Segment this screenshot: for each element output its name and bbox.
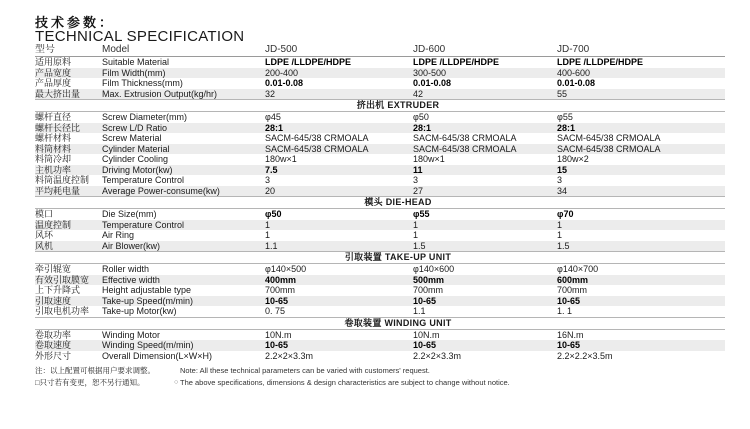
table-row: [35, 165, 725, 176]
value-jd500: SACM-645/38 CRMOALA: [265, 133, 369, 143]
table-row: [35, 296, 725, 307]
row-label-zh: 最大挤出量: [35, 88, 81, 99]
value-jd500: 400mm: [265, 274, 297, 285]
value-jd500: 20: [265, 185, 276, 196]
value-jd700: 600mm: [557, 274, 589, 285]
section-title: 卷取装置 WINDING UNIT: [344, 317, 452, 328]
row-label-zh: 模口: [35, 209, 54, 219]
note-zh-2: □只寸若有变更，恕不另行通知。: [35, 378, 145, 387]
value-jd600: 10N.m: [413, 329, 440, 340]
value-jd600: 27: [413, 185, 424, 196]
value-jd600: 1: [413, 219, 419, 230]
row-label-en: Take-up Motor(kw): [102, 306, 177, 316]
row-label-en: Air Ring: [102, 230, 135, 240]
value-jd700: 1. 1: [557, 306, 573, 316]
value-jd600: 1: [413, 230, 419, 240]
value-jd500: 0.01-0.08: [265, 78, 304, 88]
value-jd500: 10N.m: [265, 329, 292, 340]
row-label-en: Height adjustable type: [102, 285, 192, 295]
row-label-en: Cylinder Material: [102, 143, 170, 154]
title-chinese: 技术参数：: [35, 15, 116, 30]
row-label-zh: 产品宽度: [35, 67, 72, 78]
row-label-zh: 料筒材料: [35, 143, 72, 154]
value-jd600: 42: [413, 88, 424, 99]
table-row: [35, 209, 725, 220]
section-header: [35, 251, 725, 264]
table-row: [35, 220, 725, 231]
value-jd700: 34: [557, 185, 568, 196]
value-jd700: φ55: [557, 112, 573, 122]
row-label-zh: 螺杆直径: [35, 112, 72, 122]
value-jd600: φ140×600: [413, 264, 455, 274]
row-label-zh: 温度控制: [35, 219, 72, 230]
value-jd700: 10-65: [557, 340, 581, 350]
row-label-en: Cylinder Cooling: [102, 154, 169, 164]
value-jd600: 0.01-0.08: [413, 78, 452, 88]
row-label-en: Max. Extrusion Output(kg/hr): [102, 88, 218, 99]
row-label-zh: 产品厚度: [35, 78, 72, 88]
value-jd600: 2.2×2×3.3m: [413, 350, 462, 361]
table-row: [35, 241, 725, 252]
row-label-en: Take-up Speed(m/min): [102, 295, 194, 306]
note-en-2: The above specifications, dimensions & design characteristics are subject to change without notice.: [180, 378, 510, 387]
row-label-zh: 外形尺寸: [35, 350, 72, 361]
table-row: [35, 112, 725, 123]
value-jd700: SACM-645/38 CRMOALA: [557, 133, 661, 143]
value-jd700: 700mm: [557, 285, 588, 295]
section-header: [35, 196, 725, 209]
value-jd600: 700mm: [413, 285, 444, 295]
row-label-en: Overall Dimension(L×W×H): [102, 350, 213, 361]
value-jd600: SACM-645/38 CRMOALA: [413, 133, 517, 143]
table-row: [35, 144, 725, 155]
value-jd500: 7.5: [265, 164, 278, 175]
row-label-zh: 引取速度: [35, 295, 72, 306]
table-row: [35, 230, 725, 241]
section-title: 挤出机 EXTRUDER: [356, 100, 440, 110]
table-row: [35, 351, 725, 362]
row-label-zh: 料筒冷却: [35, 154, 72, 164]
value-jd600: 180w×1: [413, 154, 445, 164]
value-jd600: 1.5: [413, 240, 426, 251]
table-row: [35, 285, 725, 296]
bullet-icon: ○: [174, 379, 179, 386]
row-label-zh: 风机: [35, 240, 54, 251]
value-jd600: φ50: [413, 112, 429, 122]
value-jd500: 2.2×2×3.3m: [265, 350, 314, 361]
table-row: [35, 330, 725, 341]
value-jd700: 1: [557, 230, 563, 240]
value-jd500: 1.1: [265, 240, 278, 251]
section-title: 模头 DIE-HEAD: [364, 197, 432, 207]
value-jd700: 16N.m: [557, 329, 584, 340]
value-jd600: φ55: [413, 209, 430, 219]
value-jd700: LDPE /LLDPE/HDPE: [557, 57, 644, 67]
column-header-jd500: JD-500: [265, 44, 298, 55]
note-zh-1: 注：以上配置可根据用户要求调整。: [35, 366, 155, 375]
column-header-jd700: JD-700: [557, 44, 590, 55]
row-label-en: Effective width: [102, 274, 160, 285]
table-row: [35, 123, 725, 134]
row-label-en: Air Blower(kw): [102, 240, 161, 251]
row-label-en: Film Width(mm): [102, 67, 166, 78]
row-label-zh: 料筒温度控制: [35, 175, 90, 185]
row-label-en: Driving Motor(kw): [102, 164, 173, 175]
table-row: [35, 340, 725, 351]
value-jd600: 28:1: [413, 122, 432, 133]
row-label-en: Average Power-consume(kw): [102, 185, 220, 196]
section-header: [35, 317, 725, 330]
value-jd600: 500mm: [413, 274, 445, 285]
column-header-model-en: Model: [102, 44, 130, 55]
row-label-en: Die Size(mm): [102, 209, 157, 219]
title-english: TECHNICAL SPECIFICATION: [35, 28, 245, 45]
value-jd600: 10-65: [413, 340, 437, 350]
value-jd500: 0. 75: [265, 306, 286, 316]
row-label-zh: 卷取功率: [35, 329, 72, 340]
value-jd500: LDPE /LLDPE/HDPE: [265, 57, 352, 67]
value-jd500: 200-400: [265, 67, 299, 78]
table-row: [35, 78, 725, 89]
value-jd600: 300-500: [413, 67, 447, 78]
table-row: [35, 68, 725, 79]
row-label-zh: 螺杆材料: [35, 133, 72, 143]
value-jd700: φ70: [557, 209, 574, 219]
value-jd500: SACM-645/38 CRMOALA: [265, 143, 369, 154]
value-jd500: 700mm: [265, 285, 296, 295]
table-row: [35, 89, 725, 100]
table-row: [35, 264, 725, 275]
value-jd500: φ140×500: [265, 264, 307, 274]
row-label-en: Screw Material: [102, 133, 162, 143]
value-jd500: 1: [265, 230, 271, 240]
row-label-zh: 卷取速度: [35, 340, 72, 350]
value-jd500: 28:1: [265, 122, 284, 133]
value-jd600: 3: [413, 175, 419, 185]
table-row: [35, 57, 725, 68]
table-row: [35, 175, 725, 186]
value-jd500: 10-65: [265, 295, 289, 306]
value-jd600: 10-65: [413, 295, 437, 306]
value-jd700: 3: [557, 175, 563, 185]
section-header: [35, 99, 725, 112]
value-jd600: 1.1: [413, 306, 426, 316]
column-header-row: [35, 44, 725, 57]
value-jd500: 3: [265, 175, 271, 185]
row-label-zh: 平均耗电量: [35, 185, 81, 196]
table-row: [35, 186, 725, 197]
value-jd700: 400-600: [557, 67, 591, 78]
value-jd700: 1.5: [557, 240, 570, 251]
row-label-zh: 上下升降式: [35, 285, 81, 295]
row-label-zh: 牵引辊宽: [35, 264, 72, 274]
row-label-en: Film Thickness(mm): [102, 78, 183, 88]
note-line-1: [35, 365, 725, 377]
value-jd700: 0.01-0.08: [557, 78, 596, 88]
row-label-en: Temperature Control: [102, 219, 185, 230]
note-en-1: Note: All these technical parameters can be varied with customers' request.: [180, 366, 430, 375]
table-row: [35, 133, 725, 144]
value-jd700: φ140×700: [557, 264, 599, 274]
value-jd700: 28:1: [557, 122, 576, 133]
value-jd600: SACM-645/38 CRMOALA: [413, 143, 517, 154]
value-jd700: 15: [557, 164, 568, 175]
row-label-en: Temperature Control: [102, 175, 185, 185]
row-label-zh: 适用原料: [35, 57, 72, 67]
row-label-en: Suitable Material: [102, 57, 170, 67]
section-title: 引取装置 TAKE-UP UNIT: [344, 252, 452, 262]
table-row: [35, 306, 725, 317]
value-jd500: 180w×1: [265, 154, 297, 164]
value-jd700: 10-65: [557, 295, 581, 306]
value-jd500: 32: [265, 88, 276, 99]
value-jd500: φ45: [265, 112, 281, 122]
column-header-jd600: JD-600: [413, 44, 446, 55]
value-jd600: LDPE /LLDPE/HDPE: [413, 57, 500, 67]
value-jd700: 55: [557, 88, 568, 99]
footnotes: [35, 365, 725, 389]
row-label-en: Winding Speed(m/min): [102, 340, 194, 350]
value-jd500: 1: [265, 219, 271, 230]
column-header-model-zh: 型号: [35, 44, 55, 55]
row-label-zh: 有效引取膜宽: [35, 274, 90, 285]
value-jd500: φ50: [265, 209, 282, 219]
note-line-2: [35, 377, 725, 389]
row-label-zh: 风环: [35, 230, 54, 240]
specification-table: [35, 44, 725, 361]
row-label-zh: 引取电机功率: [35, 306, 90, 316]
row-label-zh: 主机功率: [35, 164, 72, 175]
row-label-en: Winding Motor: [102, 329, 161, 340]
value-jd700: 2.2×2.2×3.5m: [557, 350, 613, 361]
value-jd700: SACM-645/38 CRMOALA: [557, 143, 661, 154]
value-jd600: 11: [413, 164, 423, 175]
value-jd700: 180w×2: [557, 154, 589, 164]
row-label-en: Screw Diameter(mm): [102, 112, 188, 122]
table-row: [35, 154, 725, 165]
value-jd500: 10-65: [265, 340, 289, 350]
row-label-zh: 螺杆长径比: [35, 122, 81, 133]
value-jd700: 1: [557, 219, 563, 230]
row-label-en: Screw L/D Ratio: [102, 122, 168, 133]
row-label-en: Roller width: [102, 264, 150, 274]
table-row: [35, 275, 725, 286]
